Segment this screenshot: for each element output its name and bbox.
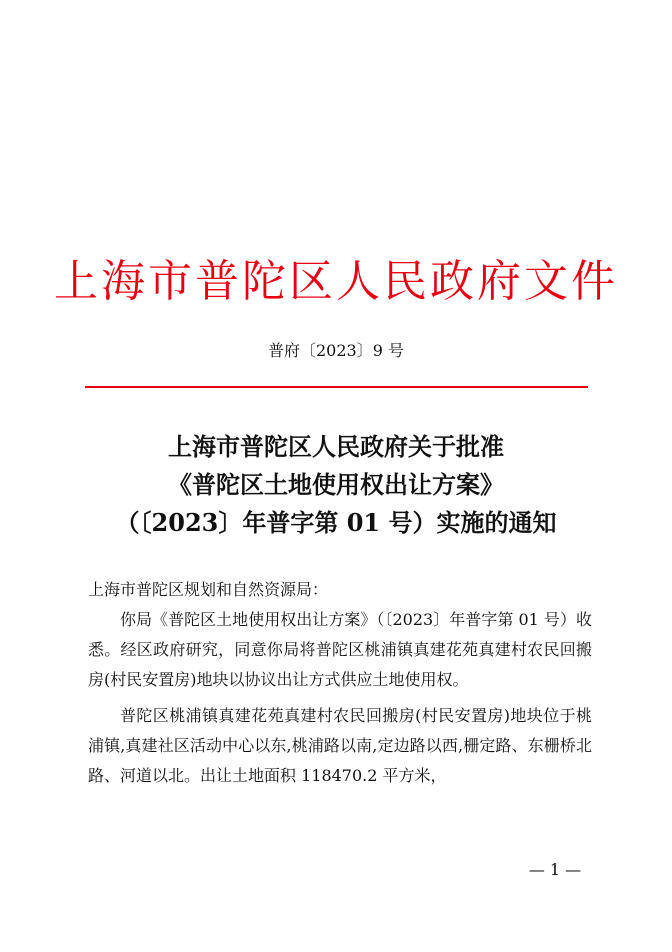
document-number: 普府〔2023〕9 号 bbox=[268, 341, 404, 360]
body-paragraph-2: 普陀区桃浦镇真建花苑真建村农民回搬房(村民安置房)地块位于桃浦镇,真建社区活动中心以东,桃浦路以南,定边路以西,栅定路、东栅桥北路、河道以北。出让土地面积 118470.2 平方米， bbox=[88, 706, 592, 785]
body-paragraph-1: 你局《普陀区土地使用权出让方案》（〔2023〕年普字第 01 号）收悉。经区政府研究，同意你局将普陀区桃浦镇真建花苑真建村农民回搬房(村民安置房)地块以协议出让方式供应土地使用权。 bbox=[88, 610, 592, 689]
document-header-title: 上海市普陀区人民政府文件 bbox=[54, 256, 618, 307]
notice-title bbox=[0, 428, 672, 542]
addressee: 上海市普陀区规划和自然资源局： bbox=[88, 580, 329, 599]
notice-title-line-2: 《普陀区土地使用权出让方案》 bbox=[168, 470, 504, 499]
page-number: — 1 — bbox=[528, 860, 582, 879]
red-divider-line bbox=[85, 386, 588, 388]
notice-title-line-3: （〔2023〕年普字第 01 号）实施的通知 bbox=[115, 508, 557, 537]
document-body bbox=[88, 575, 592, 791]
notice-title-line-1: 上海市普陀区人民政府关于批准 bbox=[168, 432, 504, 461]
